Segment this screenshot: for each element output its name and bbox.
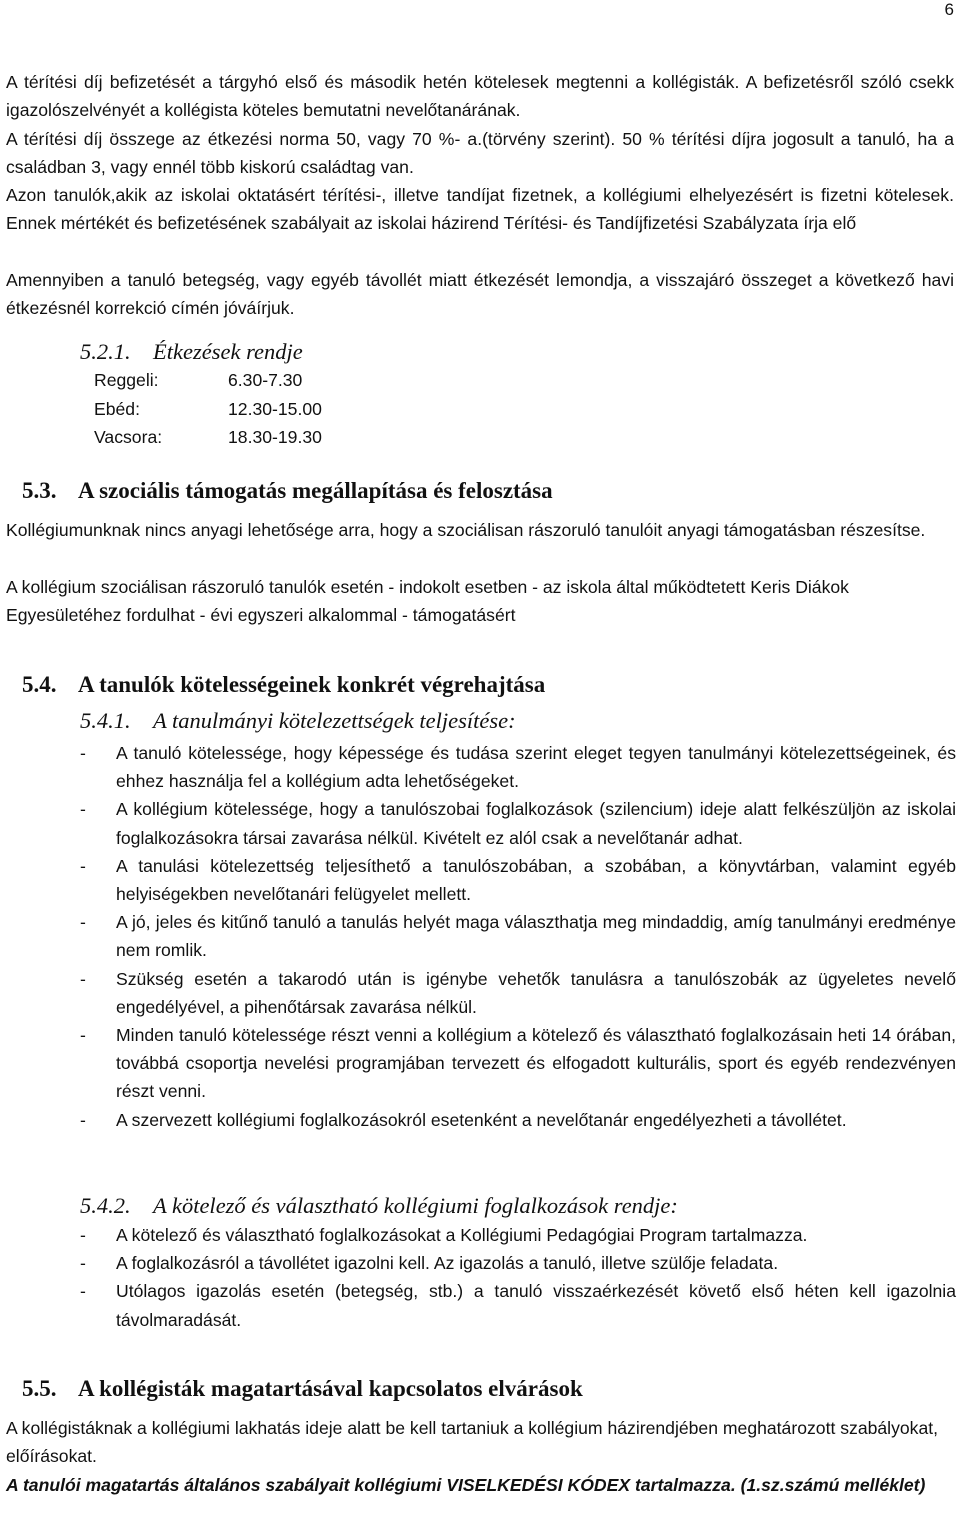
list-item: - A tanuló kötelessége, hogy képessége és tudása szerint eleget tegyen tanulmányi kötelezettségeinek, és ehhez használja fel a kollégium adta lehetőségeket. [80,739,956,795]
section-number: 5.4.1. [80,708,131,733]
section-title: Étkezések rendje [153,339,303,364]
list-item: - A tanulási kötelezettség teljesíthető a tanulószobában, a szobában, a könyvtárban, valamint egyéb helyiségekben nevelőtanári felügyelet mellett. [80,852,956,908]
list-item: - A foglalkozásról a távollétet igazolni kell. Az igazolás a tanuló, illetve szülője feladata. [80,1249,956,1277]
section-title: A kollégisták magatartásával kapcsolatos elvárások [78,1376,583,1401]
meal-time: 6.30-7.30 [228,370,303,390]
list-item: - A kötelező és választható foglalkozásokat a Kollégiumi Pedagógiai Program tartalmazza. [80,1221,956,1249]
section-title: A kötelező és választható kollégiumi foglalkozások rendje: [153,1193,678,1218]
paragraph-behavior-code: A tanulói magatartás általános szabályait kollégiumi VISELKEDÉSI KÓDEX tartalmazza. (1.sz.számú melléklet) [6,1475,926,1495]
section-title: A tanulmányi kötelezettségek teljesítése: [153,708,516,733]
paragraph-fee-amount: A térítési díj összege az étkezési norma 50, vagy 70 %- a.(törvény szerint). 50 % térítési díjra jogosult a tanuló, ha a családban 3, vagy ennél több kiskorú családtag van. [6,129,954,178]
section-5-4-1-heading [80,706,516,736]
section-number: 5.4.2. [80,1193,131,1218]
section-5-5-heading [22,1374,583,1404]
meal-time: 18.30-19.30 [228,427,322,447]
paragraph-house-rules: A kollégistáknak a kollégiumi lakhatás ideje alatt be kell tartaniuk a kollégium házirendjében meghatározott szabályokat, előírásokat. [6,1418,939,1467]
paragraph-meal-cancellation: Amennyiben a tanuló betegség, vagy egyéb távollét miatt étkezését lemondja, a visszajáró összeget a következő havi étkezésnél korrekció címén jóváírjuk. [6,270,954,319]
list-item: - A szervezett kollégiumi foglalkozásokról esetenként a nevelőtanár engedélyezheti a távollétet. [80,1106,956,1134]
page-number: 6 [944,0,954,19]
meal-time: 12.30-15.00 [228,399,322,419]
meal-label: Ebéd: [94,399,140,419]
section-number: 5.2.1. [80,339,131,364]
list-item: - Minden tanuló kötelessége részt venni a kollégium a kötelező és választható foglalkozásain heti 14 órában, továbbá csoportja nevelési programjában tervezett és elfogadott kulturális, sport és egyéb rendezvényen részt venni. [80,1021,956,1106]
paragraph-tuition-payers: Azon tanulók,akik az iskolai oktatásért térítési-, illetve tandíjat fizetnek, a kollégiumi elhelyezésért is fizetni kötelesek. Ennek mértékét és befizetésének szabályait az iskolai házirend Térítési- és Tandíjfizetési Szabályzata írja elő [6,185,954,234]
meal-row-breakfast [94,366,302,395]
section-title: A szociális támogatás megállapítása és felosztása [78,478,553,503]
section-number: 5.3. [22,478,57,503]
section-title: A tanulók kötelességeinek konkrét végrehajtása [78,672,546,697]
meal-label: Vacsora: [94,427,163,447]
section-5-3-heading [22,476,553,506]
list-item: - A jó, jeles és kitűnő tanuló a tanulás helyét maga választhatja meg mindaddig, amíg tanulmányi eredménye nem romlik. [80,908,956,964]
list-item: - Utólagos igazolás esetén (betegség, stb.) a tanuló visszaérkezését követő első héten kell igazolnia távolmaradását. [80,1277,956,1333]
meal-label: Reggeli: [94,370,159,390]
list-item: - A kollégium kötelessége, hogy a tanulószobai foglalkozások (szilencium) ideje alatt felkészüljön az iskolai foglalkozásokra társai zavarása nélkül. Kivételt ez alól csak a nevelőtanár adhat. [80,795,956,851]
paragraph-social-support-keris: A kollégium szociálisan rászoruló tanulók esetén - indokolt esetben - az iskola által működtetett Keris Diákok Egyesületéhez fordulhat - évi egyszeri alkalommal - támogatásért [6,577,849,626]
paragraph-social-support-none: Kollégiumunknak nincs anyagi lehetősége arra, hogy a szociálisan rászoruló tanulóit anyagi támogatásban részesítse. [6,520,926,540]
paragraph-payment-deadline: A térítési díj befizetését a tárgyhó első és második hetén kötelesek megtenni a kollégisták. A befizetésről szóló csekk igazolószelvényét a kollégista köteles bemutatni nevelőtanárának. [6,72,954,121]
activities-rules-list [80,1221,956,1334]
section-5-4-2-heading [80,1191,678,1221]
section-5-4-heading [22,670,545,700]
meal-row-dinner [94,423,322,452]
section-5-2-1-heading [80,337,303,367]
list-item: - Szükség esetén a takarodó után is igénybe vehetők tanulásra a tanulószobák az ügyeletes nevelő engedélyével, a pihenőtársak zavarása nélkül. [80,965,956,1021]
section-number: 5.4. [22,672,57,697]
meal-row-lunch [94,395,322,424]
section-number: 5.5. [22,1376,57,1401]
study-obligations-list [80,739,956,1134]
